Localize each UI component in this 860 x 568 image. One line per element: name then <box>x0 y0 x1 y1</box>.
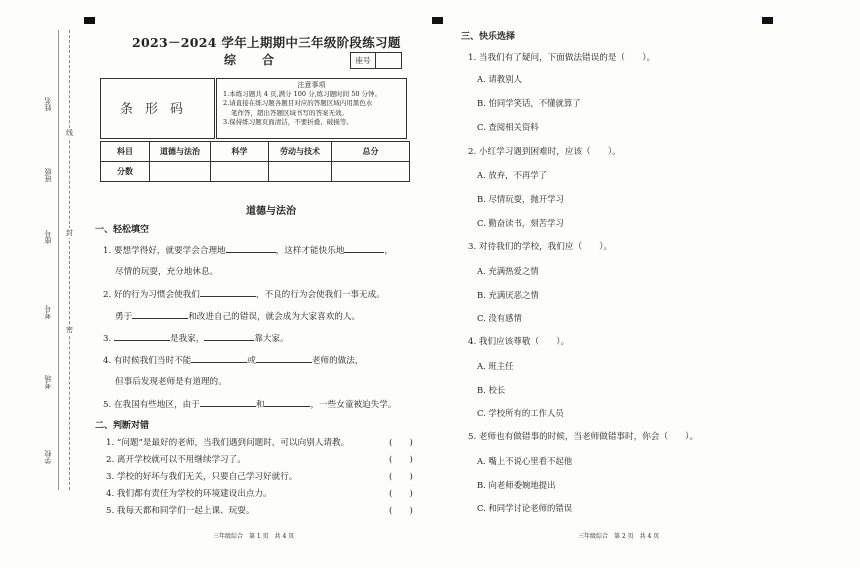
margin-label-examno: 考号 <box>44 305 52 319</box>
score-cell[interactable] <box>150 162 211 182</box>
judge-item: 2. 离开学校就可以不用继续学习了。 <box>106 455 246 465</box>
question-text: ， <box>384 246 394 256</box>
question-fill-3 <box>103 331 289 344</box>
question-text: 4. 有时候我们当时不能 <box>103 356 192 366</box>
question-text: 和改进自己的错误，就会成为大家喜欢的人。 <box>188 312 361 322</box>
notice-title: 注意事项 <box>297 81 326 89</box>
question-text: 靠大家。 <box>254 334 289 344</box>
question-text: 3. <box>103 334 112 344</box>
question-text: 和 <box>255 400 265 410</box>
margin-label-class: 班级 <box>44 168 52 182</box>
answer-blank[interactable] <box>200 397 256 407</box>
question-fill-2 <box>103 287 385 300</box>
question-fill-2b <box>115 309 360 322</box>
barcode-label: 条形码 <box>119 102 195 117</box>
choice-option[interactable]: A. 放弃，不再学了 <box>477 170 547 180</box>
margin-rule <box>58 30 59 490</box>
question-text: ，不良的行为会使我们一事无成。 <box>255 290 385 300</box>
seat-number-label: 座号 <box>350 52 376 69</box>
question-text: 或 <box>247 356 256 366</box>
answer-blank[interactable] <box>191 353 247 363</box>
answer-paren[interactable]: ( ) <box>389 506 413 516</box>
margin-label-seat: 座号 <box>44 230 52 244</box>
choice-option[interactable]: A. 班主任 <box>477 361 514 371</box>
score-row-label: 分数 <box>101 162 150 182</box>
choice-option[interactable]: A. 嘴上不说心里看不起他 <box>477 456 573 466</box>
question-text: 1. 要想学得好，就要学会合理地 <box>103 246 226 256</box>
notice-box <box>216 78 407 139</box>
question-text: 尽情的玩耍，充分地休息。 <box>115 267 219 277</box>
question-text: 2. 好的行为习惯会使我们 <box>103 290 200 300</box>
question-fill-1 <box>103 243 393 256</box>
score-header: 科目 <box>101 142 150 162</box>
margin-label-name: 姓名 <box>44 97 52 111</box>
margin-label-school: 学校 <box>44 450 52 464</box>
choice-option[interactable]: A. 请教别人 <box>477 74 522 84</box>
exam-subject: 综合 <box>224 53 301 67</box>
choice-option[interactable]: B. 充满厌恶之情 <box>477 290 539 300</box>
answer-blank[interactable] <box>264 397 310 407</box>
choice-option[interactable]: B. 校长 <box>477 385 506 395</box>
question-text: 老师的做法， <box>311 356 364 366</box>
answer-paren[interactable]: ( ) <box>389 472 413 482</box>
answer-blank[interactable] <box>204 331 254 341</box>
judge-item: 5. 我每天都和同学们一起上课、玩耍。 <box>106 506 255 516</box>
seal-line-char: 线 <box>66 129 73 137</box>
answer-blank[interactable] <box>200 287 256 297</box>
section-title: 三、快乐选择 <box>461 32 516 42</box>
part-title: 道德与法治 <box>246 206 296 217</box>
question-text: 是我家， <box>169 334 205 344</box>
choice-option[interactable]: C. 学校所有的工作人员 <box>477 408 564 418</box>
section-title: 一、轻松填空 <box>95 225 150 235</box>
score-cell[interactable] <box>269 162 332 182</box>
choice-question: 4. 我们应该尊敬（ ）。 <box>468 337 570 347</box>
seal-seal-char: 封 <box>66 229 73 237</box>
question-text: 但事后发现老师是有道理的。 <box>115 377 227 387</box>
score-table <box>100 141 410 182</box>
answer-paren[interactable]: ( ) <box>389 489 413 499</box>
registration-mark <box>432 17 443 24</box>
score-cell[interactable] <box>211 162 269 182</box>
choice-question: 3. 对待我们的学校，我们应（ ）。 <box>468 242 613 252</box>
answer-blank[interactable] <box>226 243 276 253</box>
choice-question: 2. 小红学习遇到困难时，应该（ ）。 <box>468 147 621 157</box>
answer-blank[interactable] <box>256 353 312 363</box>
answer-paren[interactable]: ( ) <box>389 455 413 465</box>
footer-page-1: 三年级综合 第 1 页 共 4 页 <box>213 533 295 540</box>
score-header: 劳动与技术 <box>269 142 332 162</box>
choice-option[interactable]: C. 没有感情 <box>477 313 522 323</box>
choice-question: 5. 老师也有做错事的时候，当老师做错事时，你会（ ）。 <box>468 432 699 442</box>
registration-mark <box>762 17 773 24</box>
seal-secret-char: 密 <box>66 326 73 334</box>
footer-page-2: 三年级综合 第 2 页 共 4 页 <box>578 533 660 540</box>
section-title: 二、判断对错 <box>95 421 150 431</box>
score-header: 道德与法治 <box>150 142 211 162</box>
seat-number-box[interactable] <box>375 52 402 69</box>
answer-blank[interactable] <box>344 243 384 253</box>
registration-mark <box>84 17 95 24</box>
binding-line <box>69 30 70 490</box>
choice-option[interactable]: C. 勤奋读书，刻苦学习 <box>477 218 564 228</box>
notice-line: 3.保持练习题页面清洁，不要折叠、破损等。 <box>223 117 353 126</box>
score-header: 科学 <box>211 142 269 162</box>
judge-item: 1. “问题”是最好的老师，当我们遇到问题时，可以向别人请教。 <box>106 438 350 448</box>
answer-paren[interactable]: ( ) <box>389 438 413 448</box>
choice-option[interactable]: C. 和同学讨论老师的错误 <box>477 503 573 513</box>
answer-blank[interactable] <box>132 309 188 319</box>
question-text: ，这样才能快乐地 <box>275 246 345 256</box>
question-text: 勇于 <box>115 312 133 322</box>
choice-option[interactable]: A. 充满热爱之情 <box>477 266 539 276</box>
judge-item: 4. 我们都有责任为学校的环境建设出点力。 <box>106 489 272 499</box>
choice-option[interactable]: B. 向老师委婉地提出 <box>477 480 556 490</box>
judge-item: 3. 学校的好坏与我们无关，只要自己学习好就行。 <box>106 472 298 482</box>
score-cell[interactable] <box>332 162 410 182</box>
score-header: 总分 <box>332 142 410 162</box>
choice-option[interactable]: C. 查阅相关资料 <box>477 122 539 132</box>
choice-question: 1. 当我们有了疑问，下面做法错误的是（ ）。 <box>468 53 656 63</box>
notice-line: 2.请直接在练习题各题目对应的答题区域内用黑色水 <box>223 99 373 108</box>
question-fill-5 <box>103 397 396 410</box>
barcode-area <box>100 78 215 139</box>
question-text: ，一些女童被迫失学。 <box>310 400 397 410</box>
choice-option[interactable]: B. 尽情玩耍，抛开学习 <box>477 194 564 204</box>
margin-label-room: 考场 <box>44 375 52 389</box>
notice-line: 1.本练习题共 4 页,满分 100 分,练习题时间 50 分钟。 <box>223 90 382 99</box>
notice-line: 笔作答，超出答题区域书写的答案无效。 <box>231 108 348 117</box>
question-text: 5. 在我国有些地区，由于 <box>103 400 200 410</box>
question-fill-4 <box>103 353 363 366</box>
choice-option[interactable]: B. 怕同学笑话，不懂就算了 <box>477 98 581 108</box>
exam-title: 2023－2024 学年上期期中三年级阶段练习题 <box>132 35 401 50</box>
answer-blank[interactable] <box>114 331 170 341</box>
